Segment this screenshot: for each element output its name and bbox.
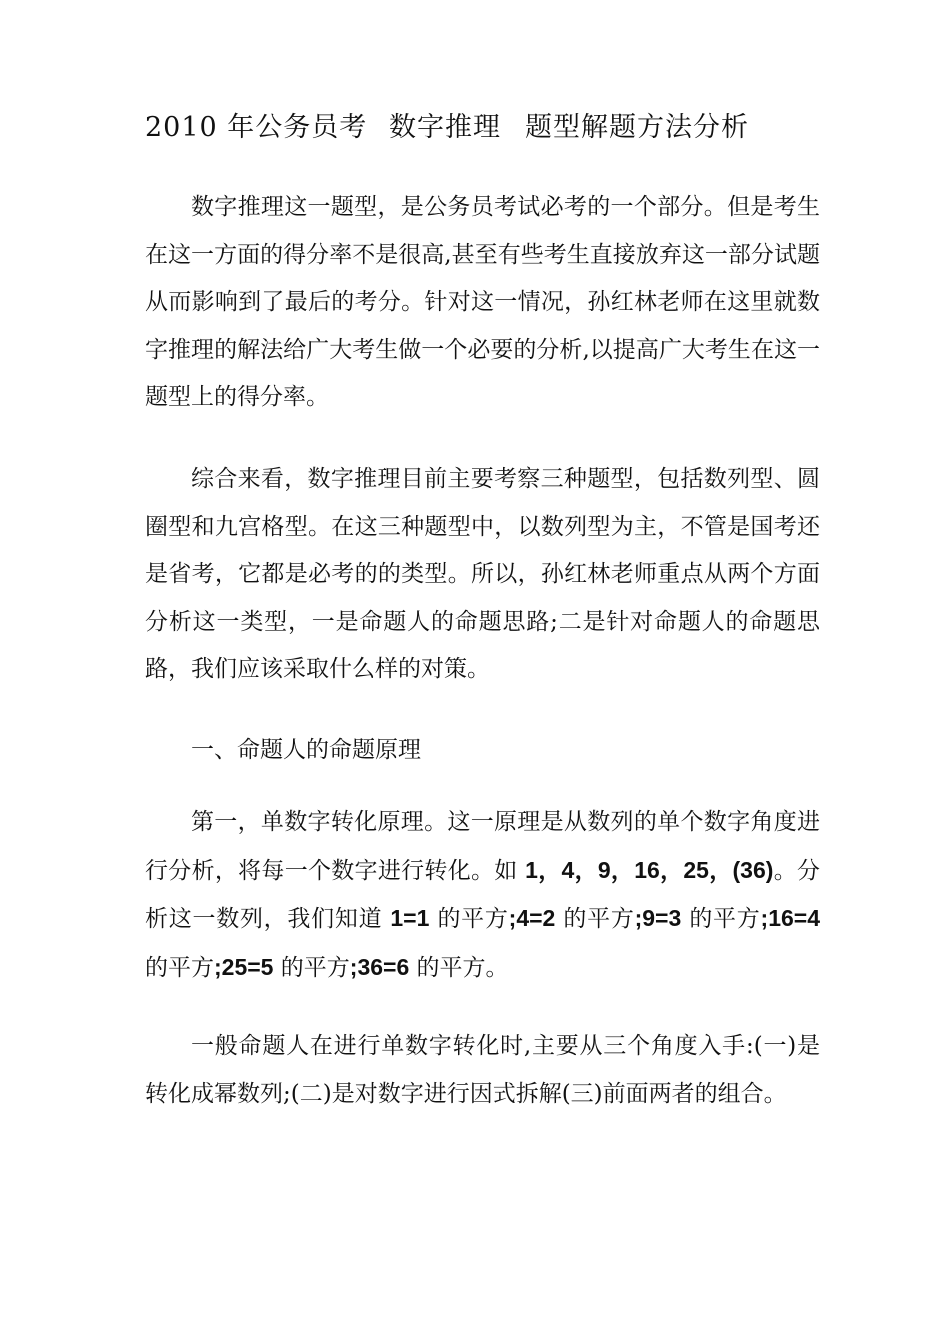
equation-1: 1=1 [390,905,430,932]
equation-5-text: 的平方 [273,954,350,981]
equation-5: ;25=5 [214,953,274,980]
example-sequence: 1，4，9，16，25，(36) [525,856,774,883]
overview-paragraph: 综合来看，数字推理目前主要考察三种题型，包括数列型、圆圈型和九宫格型。在这三种题型中，以数列型为主，不管是国考还是省考，它都是必考的的类型。所以，孙红林老师重点从两个方面分析这一类型，一是命题人的命题思路;二是针对命题人的命题思路，我们应该采取什么样的对策。 [145,466,820,683]
equation-2-text: 的平方 [555,906,635,933]
principle-lead: 第一，单数字转化原理。这一原理是从数列的单个数字角度进行分析，将每一个数字进行转化。如 [145,809,820,884]
equation-4: ;16=4 [760,905,820,932]
section-heading: 一、命题人的命题原理 [191,737,421,763]
principle-paragraph [145,799,820,992]
equation-4-text: 的平方 [145,954,214,981]
intro-paragraph: 数字推理这一题型，是公务员考试必考的一个部分。但是考生在这一方面的得分率不是很高,甚至有些考生直接放弃这一部分试题从而影响到了最后的考分。针对这一情况，孙红林老师在这里就数字推理的解法给广大考生做一个必要的分析,以提高广大考生在这一题型上的得分率。 [145,194,820,411]
equation-3: ;9=3 [634,905,682,932]
equation-3-text: 的平方 [681,906,761,933]
equation-2: ;4=2 [508,905,556,932]
title-part-3: 题型解题方法分析 [525,112,749,143]
conversion-paragraph: 一般命题人在进行单数字转化时,主要从三个角度入手:(一)是转化成幂数列;(二)是对数字进行因式拆解(三)前面两者的组合。 [145,1033,820,1107]
equation-1-text: 的平方 [429,906,509,933]
title-part-2: 数字推理 [389,112,501,143]
principle-mid: 。分析这一数列，我们知道 [145,857,820,933]
equation-6-text: 的平方。 [409,954,509,981]
equation-6: ;36=6 [349,953,410,980]
title-part-1: 2010 年公务员考 [145,112,368,143]
